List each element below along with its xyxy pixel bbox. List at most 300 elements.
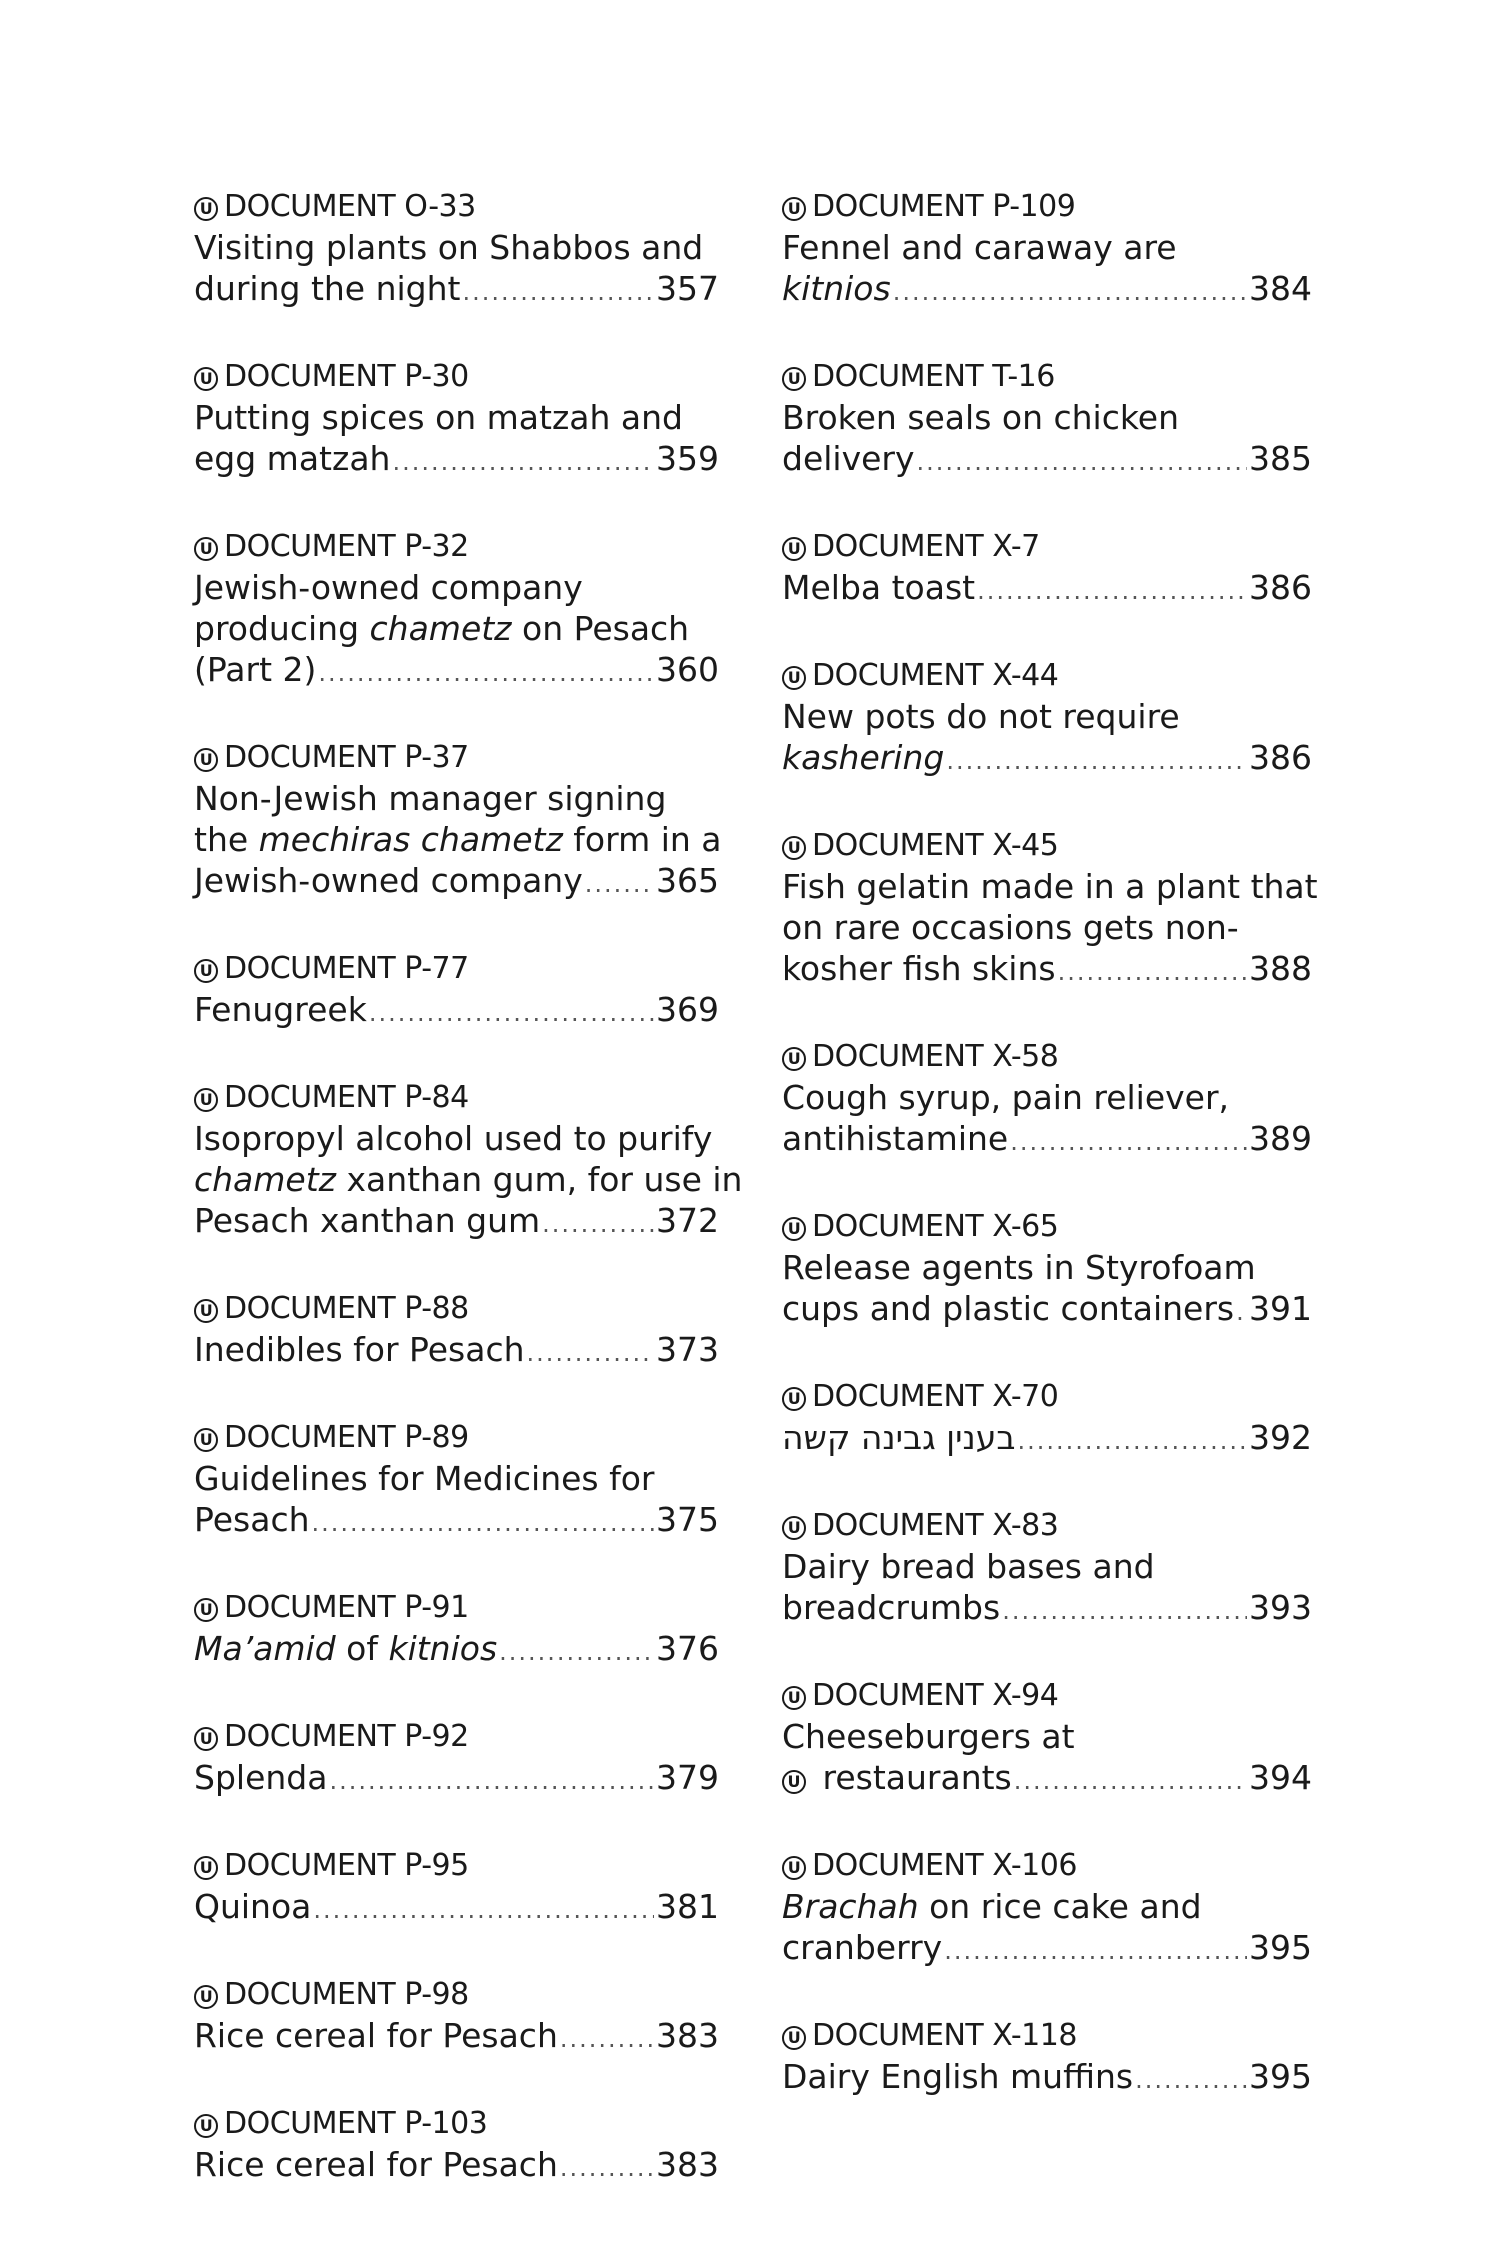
italic-term: chametz bbox=[369, 609, 512, 648]
document-heading bbox=[782, 527, 1312, 567]
toc-entry bbox=[782, 187, 1312, 313]
title-segment: Fennel and caraway are bbox=[782, 228, 1177, 267]
title-text bbox=[782, 1118, 1008, 1159]
page-number: 386 bbox=[1249, 568, 1312, 607]
title-segment: cranberry bbox=[782, 1928, 943, 1967]
toc-column-right bbox=[782, 187, 1318, 2145]
title-segment: Rice cereal for Pesach bbox=[194, 2145, 558, 2184]
toc-entry bbox=[194, 1078, 743, 1245]
document-id: DOCUMENT X-70 bbox=[812, 1379, 1059, 1414]
title-segment: Broken seals on chicken bbox=[782, 398, 1179, 437]
title-segment: בענין גבינה קשה bbox=[782, 1418, 1016, 1457]
document-heading bbox=[782, 187, 1312, 227]
dot-leader bbox=[917, 442, 1247, 483]
title-text bbox=[194, 649, 316, 690]
dot-leader bbox=[946, 741, 1247, 782]
document-heading bbox=[782, 1377, 1312, 1417]
entry-title bbox=[194, 397, 719, 483]
title-segment: Fenugreek bbox=[194, 990, 367, 1029]
title-text bbox=[194, 567, 583, 608]
dot-leader bbox=[1014, 1761, 1247, 1802]
title-text bbox=[782, 1546, 1155, 1587]
title-segment: Pesach bbox=[194, 1500, 310, 1539]
title-text bbox=[194, 227, 703, 268]
toc-entry bbox=[194, 2104, 719, 2189]
entry-title bbox=[194, 989, 719, 1034]
title-text bbox=[782, 227, 1177, 268]
document-id: DOCUMENT X-58 bbox=[812, 1039, 1059, 1074]
document-heading bbox=[194, 1846, 719, 1886]
ou-symbol-icon: U bbox=[782, 2026, 806, 2050]
title-text bbox=[194, 2015, 558, 2056]
ou-symbol-icon: U bbox=[194, 748, 218, 772]
toc-entry bbox=[194, 527, 719, 694]
title-segment: kosher fish skins bbox=[782, 949, 1056, 988]
ou-symbol-icon: U bbox=[782, 1217, 806, 1241]
entry-title bbox=[194, 2144, 719, 2189]
title-text bbox=[194, 1118, 712, 1159]
title-segment: cups and plastic containers bbox=[782, 1289, 1235, 1328]
title-segment: xanthan gum, for use in bbox=[336, 1160, 743, 1199]
title-line bbox=[194, 438, 719, 483]
ou-symbol-icon: U bbox=[782, 1047, 806, 1071]
title-line bbox=[194, 1499, 719, 1544]
dot-leader bbox=[1236, 1292, 1247, 1333]
document-id: DOCUMENT P-89 bbox=[224, 1420, 469, 1455]
title-segment: Melba toast bbox=[782, 568, 976, 607]
title-segment: Putting spices on matzah and bbox=[194, 398, 684, 437]
title-segment: New pots do not require bbox=[782, 697, 1180, 736]
italic-term: mechiras chametz bbox=[258, 820, 563, 859]
page-number: 376 bbox=[656, 1629, 719, 1668]
title-segment: Fish gelatin made in a plant that bbox=[782, 867, 1318, 906]
document-heading bbox=[782, 357, 1312, 397]
ou-symbol-icon: U bbox=[782, 666, 806, 690]
title-segment: Isopropyl alcohol used to purify bbox=[194, 1119, 713, 1158]
title-line bbox=[194, 1200, 719, 1245]
title-text bbox=[782, 2056, 1133, 2097]
dot-leader bbox=[1017, 1421, 1247, 1462]
toc-entry bbox=[782, 1037, 1312, 1163]
entry-title bbox=[782, 1417, 1312, 1462]
document-id: DOCUMENT X-7 bbox=[812, 529, 1040, 564]
title-line bbox=[194, 1159, 743, 1200]
document-heading bbox=[782, 1676, 1312, 1716]
title-text bbox=[782, 948, 1056, 989]
title-segment: on Pesach bbox=[511, 609, 690, 648]
title-line bbox=[782, 438, 1312, 483]
title-line bbox=[782, 2056, 1312, 2101]
document-heading bbox=[194, 949, 719, 989]
title-line bbox=[782, 397, 1312, 438]
title-text bbox=[782, 1587, 1000, 1628]
ou-symbol-icon: U bbox=[194, 959, 218, 983]
ou-symbol-icon: U bbox=[782, 1686, 806, 1710]
dot-leader bbox=[585, 864, 654, 905]
title-text bbox=[194, 2144, 558, 2185]
title-text bbox=[782, 1247, 1256, 1288]
document-id: DOCUMENT X-83 bbox=[812, 1508, 1059, 1543]
document-id: DOCUMENT P-91 bbox=[224, 1590, 469, 1625]
page-number: 369 bbox=[656, 990, 719, 1029]
title-line bbox=[194, 567, 719, 608]
document-heading bbox=[782, 826, 1312, 866]
title-segment: Release agents in Styrofoam bbox=[782, 1248, 1256, 1287]
page-number: 383 bbox=[656, 2016, 719, 2055]
page-number: 386 bbox=[1249, 738, 1312, 777]
entry-title bbox=[782, 696, 1312, 782]
title-segment: producing bbox=[194, 609, 370, 648]
ou-symbol-icon: U bbox=[194, 197, 218, 221]
title-line bbox=[782, 1757, 1312, 1802]
title-line bbox=[782, 948, 1312, 993]
title-line bbox=[782, 1587, 1312, 1632]
title-text bbox=[782, 907, 1239, 948]
ou-symbol-icon: U bbox=[194, 1299, 218, 1323]
ou-symbol-icon: U bbox=[194, 367, 218, 391]
ou-symbol-icon: U bbox=[782, 197, 806, 221]
title-segment: Cheeseburgers at bbox=[782, 1717, 1075, 1756]
title-segment: delivery bbox=[782, 439, 915, 478]
title-text bbox=[194, 1499, 310, 1540]
title-text bbox=[194, 778, 666, 819]
entry-title bbox=[782, 1247, 1312, 1333]
title-line bbox=[194, 1329, 719, 1374]
title-segment: on rice cake and bbox=[918, 1887, 1202, 1926]
document-heading bbox=[782, 1846, 1312, 1886]
dot-leader bbox=[318, 653, 654, 694]
dot-leader bbox=[329, 1761, 654, 1802]
title-segment: Cough syrup, pain reliever, bbox=[782, 1078, 1230, 1117]
ou-symbol-icon: U bbox=[194, 1428, 218, 1452]
toc-entry bbox=[782, 2016, 1312, 2101]
title-text bbox=[194, 1200, 540, 1241]
page-number: 375 bbox=[656, 1500, 719, 1539]
document-id: DOCUMENT X-45 bbox=[812, 828, 1059, 863]
title-text bbox=[194, 608, 689, 649]
entry-title bbox=[782, 1077, 1312, 1163]
title-line bbox=[194, 1886, 719, 1931]
dot-leader bbox=[1010, 1122, 1247, 1163]
title-segment: Guidelines for Medicines for bbox=[194, 1459, 655, 1498]
title-line bbox=[782, 1927, 1312, 1972]
document-id: DOCUMENT T-16 bbox=[812, 359, 1055, 394]
title-text bbox=[194, 397, 683, 438]
title-line bbox=[194, 989, 719, 1034]
title-segment: egg matzah bbox=[194, 439, 391, 478]
title-line bbox=[782, 1886, 1312, 1927]
dot-leader bbox=[560, 2019, 654, 2060]
title-line bbox=[194, 1628, 719, 1673]
title-line bbox=[782, 737, 1312, 782]
toc-entry bbox=[782, 1377, 1312, 1462]
document-id: DOCUMENT X-106 bbox=[812, 1848, 1077, 1883]
title-segment: (Part 2) bbox=[194, 650, 317, 689]
ou-symbol-icon: U bbox=[782, 1516, 806, 1540]
ou-symbol-icon: U bbox=[194, 537, 218, 561]
page-number: 389 bbox=[1249, 1119, 1312, 1158]
toc-entry bbox=[194, 1717, 719, 1802]
title-line bbox=[194, 268, 719, 313]
title-line bbox=[782, 696, 1312, 737]
document-id: DOCUMENT X-44 bbox=[812, 658, 1059, 693]
title-text bbox=[782, 1288, 1234, 1329]
dot-leader bbox=[560, 2148, 654, 2189]
document-id: DOCUMENT P-84 bbox=[224, 1080, 469, 1115]
title-line bbox=[782, 268, 1312, 313]
title-line bbox=[782, 907, 1312, 948]
title-line bbox=[782, 1716, 1312, 1757]
title-text bbox=[782, 268, 891, 309]
entry-title bbox=[194, 1118, 743, 1245]
title-segment: Pesach xanthan gum bbox=[194, 1201, 541, 1240]
entry-title bbox=[782, 397, 1312, 483]
page-number: 394 bbox=[1249, 1758, 1312, 1797]
title-segment: antihistamine bbox=[782, 1119, 1009, 1158]
title-line bbox=[782, 567, 1312, 612]
title-segment: on rare occasions gets non- bbox=[782, 908, 1239, 947]
title-line bbox=[782, 1417, 1312, 1462]
title-text bbox=[194, 1886, 311, 1927]
title-line bbox=[194, 778, 719, 819]
entry-title bbox=[194, 1886, 719, 1931]
title-line bbox=[782, 866, 1318, 907]
entry-title bbox=[194, 227, 719, 313]
document-id: DOCUMENT P-92 bbox=[224, 1719, 469, 1754]
toc-entry bbox=[194, 738, 722, 905]
document-id: DOCUMENT P-30 bbox=[224, 359, 469, 394]
document-id: DOCUMENT P-32 bbox=[224, 529, 469, 564]
ou-symbol-icon: U bbox=[782, 1856, 806, 1880]
title-line bbox=[782, 1546, 1312, 1587]
title-line bbox=[194, 1118, 719, 1159]
title-text bbox=[194, 1159, 742, 1200]
title-segment: Non-Jewish manager signing bbox=[194, 779, 667, 818]
title-text bbox=[194, 819, 722, 860]
document-heading bbox=[194, 1975, 719, 2015]
dot-leader bbox=[893, 272, 1247, 313]
title-text bbox=[782, 1927, 942, 1968]
title-text bbox=[782, 1716, 1075, 1757]
title-segment: Dairy English muffins bbox=[782, 2057, 1134, 2096]
entry-title bbox=[194, 1458, 719, 1544]
italic-term: kitnios bbox=[388, 1629, 498, 1668]
dot-leader bbox=[1002, 1591, 1247, 1632]
page-number: 373 bbox=[656, 1330, 719, 1369]
entry-title bbox=[782, 227, 1312, 313]
document-heading bbox=[194, 1717, 719, 1757]
entry-title bbox=[194, 567, 719, 694]
page-number: 383 bbox=[656, 2145, 719, 2184]
title-line bbox=[194, 819, 722, 860]
document-id: DOCUMENT P-98 bbox=[224, 1977, 469, 2012]
page-number: 359 bbox=[656, 439, 719, 478]
title-text bbox=[782, 1417, 1015, 1458]
toc-entry bbox=[194, 1975, 719, 2060]
title-segment: during the night bbox=[194, 269, 461, 308]
document-id: DOCUMENT P-103 bbox=[224, 2106, 488, 2141]
title-text bbox=[782, 1757, 1012, 1798]
dot-leader bbox=[313, 1890, 654, 1931]
page-number: 392 bbox=[1249, 1418, 1312, 1457]
document-heading bbox=[194, 738, 719, 778]
entry-title bbox=[194, 1628, 719, 1673]
document-heading bbox=[194, 187, 719, 227]
title-text bbox=[194, 1628, 497, 1669]
document-heading bbox=[194, 1418, 719, 1458]
entry-title bbox=[194, 1329, 719, 1374]
title-segment: Inedibles for Pesach bbox=[194, 1330, 525, 1369]
dot-leader bbox=[542, 1204, 654, 1245]
entry-title bbox=[194, 2015, 719, 2060]
title-text bbox=[782, 1886, 1202, 1927]
document-heading bbox=[782, 1506, 1312, 1546]
page-number: 379 bbox=[656, 1758, 719, 1797]
title-segment: breadcrumbs bbox=[782, 1588, 1001, 1627]
page-number: 384 bbox=[1249, 269, 1312, 308]
page-number: 357 bbox=[656, 269, 719, 308]
toc-entry bbox=[782, 1846, 1312, 1972]
document-heading bbox=[194, 357, 719, 397]
title-text bbox=[782, 567, 975, 608]
toc-entry bbox=[194, 187, 719, 313]
dot-leader bbox=[1135, 2060, 1247, 2101]
document-id: DOCUMENT P-88 bbox=[224, 1291, 469, 1326]
title-segment: Dairy bread bases and bbox=[782, 1547, 1155, 1586]
ou-symbol-icon: U bbox=[782, 537, 806, 561]
title-segment: Jewish-owned company bbox=[194, 568, 583, 607]
toc-entry bbox=[194, 357, 719, 483]
document-heading bbox=[194, 527, 719, 567]
document-heading bbox=[194, 1078, 719, 1118]
title-segment: Jewish-owned company bbox=[194, 861, 583, 900]
document-id: DOCUMENT X-118 bbox=[812, 2018, 1077, 2053]
ou-symbol-icon: U bbox=[194, 1598, 218, 1622]
dot-leader bbox=[944, 1931, 1247, 1972]
entry-title bbox=[194, 1757, 719, 1802]
page-number: 372 bbox=[656, 1201, 719, 1240]
ou-symbol-icon: U bbox=[194, 2114, 218, 2138]
document-id: DOCUMENT X-65 bbox=[812, 1209, 1059, 1244]
italic-term: kashering bbox=[782, 738, 945, 777]
ou-symbol-icon: U bbox=[782, 1387, 806, 1411]
title-line bbox=[194, 860, 719, 905]
title-text bbox=[194, 989, 367, 1030]
page-number: 395 bbox=[1249, 1928, 1312, 1967]
page-number: 388 bbox=[1249, 949, 1312, 988]
document-heading bbox=[782, 2016, 1312, 2056]
page-number: 385 bbox=[1249, 439, 1312, 478]
title-segment: Rice cereal for Pesach bbox=[194, 2016, 558, 2055]
document-heading bbox=[782, 1037, 1312, 1077]
toc-entry bbox=[782, 1506, 1312, 1632]
page-number: 395 bbox=[1249, 2057, 1312, 2096]
entry-title bbox=[782, 1546, 1312, 1632]
title-line bbox=[194, 2144, 719, 2189]
ou-symbol-icon: U bbox=[194, 1856, 218, 1880]
title-line bbox=[782, 1247, 1312, 1288]
title-text bbox=[782, 438, 915, 479]
entry-title bbox=[782, 567, 1312, 612]
toc-entry bbox=[782, 1207, 1312, 1333]
document-id: DOCUMENT P-95 bbox=[224, 1848, 469, 1883]
title-text bbox=[782, 397, 1179, 438]
page-number: 381 bbox=[656, 1887, 719, 1926]
entry-title bbox=[782, 866, 1318, 993]
dot-leader bbox=[369, 993, 654, 1034]
document-id: DOCUMENT X-94 bbox=[812, 1678, 1059, 1713]
document-heading bbox=[782, 656, 1312, 696]
page-number: 393 bbox=[1249, 1588, 1312, 1627]
title-line bbox=[194, 397, 719, 438]
title-segment: restaurants bbox=[812, 1758, 1012, 1797]
dot-leader bbox=[977, 571, 1247, 612]
entry-title bbox=[782, 1886, 1312, 1972]
document-id: DOCUMENT P-109 bbox=[812, 189, 1076, 224]
document-heading bbox=[194, 1289, 719, 1329]
toc-entry bbox=[194, 1846, 719, 1931]
italic-term: Brachah bbox=[782, 1887, 919, 1926]
document-heading bbox=[194, 1588, 719, 1628]
title-segment: Visiting plants on Shabbos and bbox=[194, 228, 704, 267]
entry-title bbox=[194, 778, 722, 905]
title-text bbox=[194, 860, 583, 901]
toc-entry bbox=[782, 1676, 1312, 1802]
title-text bbox=[782, 696, 1180, 737]
dot-leader bbox=[1058, 952, 1247, 993]
title-text bbox=[194, 1757, 327, 1798]
document-heading bbox=[194, 2104, 719, 2144]
ou-symbol-icon: U bbox=[782, 367, 806, 391]
document-heading bbox=[782, 1207, 1312, 1247]
toc-entry bbox=[782, 527, 1312, 612]
title-line bbox=[782, 1077, 1312, 1118]
ou-symbol-icon: U bbox=[194, 1985, 218, 2009]
ou-symbol-icon: U bbox=[782, 1770, 806, 1794]
dot-leader bbox=[392, 442, 654, 483]
title-segment: Quinoa bbox=[194, 1887, 312, 1926]
title-segment: the bbox=[194, 820, 259, 859]
toc-entry bbox=[194, 1418, 719, 1544]
title-segment: of bbox=[335, 1629, 389, 1668]
title-line bbox=[782, 227, 1312, 268]
entry-title bbox=[782, 2056, 1312, 2101]
toc-entry bbox=[782, 357, 1312, 483]
title-segment: Splenda bbox=[194, 1758, 328, 1797]
title-text bbox=[782, 1077, 1229, 1118]
ou-symbol-icon: U bbox=[194, 1088, 218, 1112]
title-line bbox=[194, 2015, 719, 2060]
ou-symbol-icon: U bbox=[194, 1727, 218, 1751]
title-text bbox=[194, 1329, 525, 1370]
italic-term: chametz bbox=[194, 1160, 336, 1199]
page-number: 391 bbox=[1249, 1289, 1312, 1328]
dot-leader bbox=[499, 1632, 654, 1673]
document-id: DOCUMENT P-77 bbox=[224, 951, 469, 986]
italic-term: Ma’amid bbox=[194, 1629, 336, 1668]
title-segment: form in a bbox=[562, 820, 722, 859]
title-text bbox=[194, 268, 460, 309]
toc-entry bbox=[194, 1588, 719, 1673]
title-line bbox=[194, 227, 719, 268]
title-line bbox=[194, 649, 719, 694]
title-line bbox=[782, 1288, 1312, 1333]
page-number: 360 bbox=[656, 650, 719, 689]
toc-entry bbox=[194, 949, 719, 1034]
title-text bbox=[782, 866, 1318, 907]
document-id: DOCUMENT P-37 bbox=[224, 740, 469, 775]
title-line bbox=[194, 1458, 719, 1499]
